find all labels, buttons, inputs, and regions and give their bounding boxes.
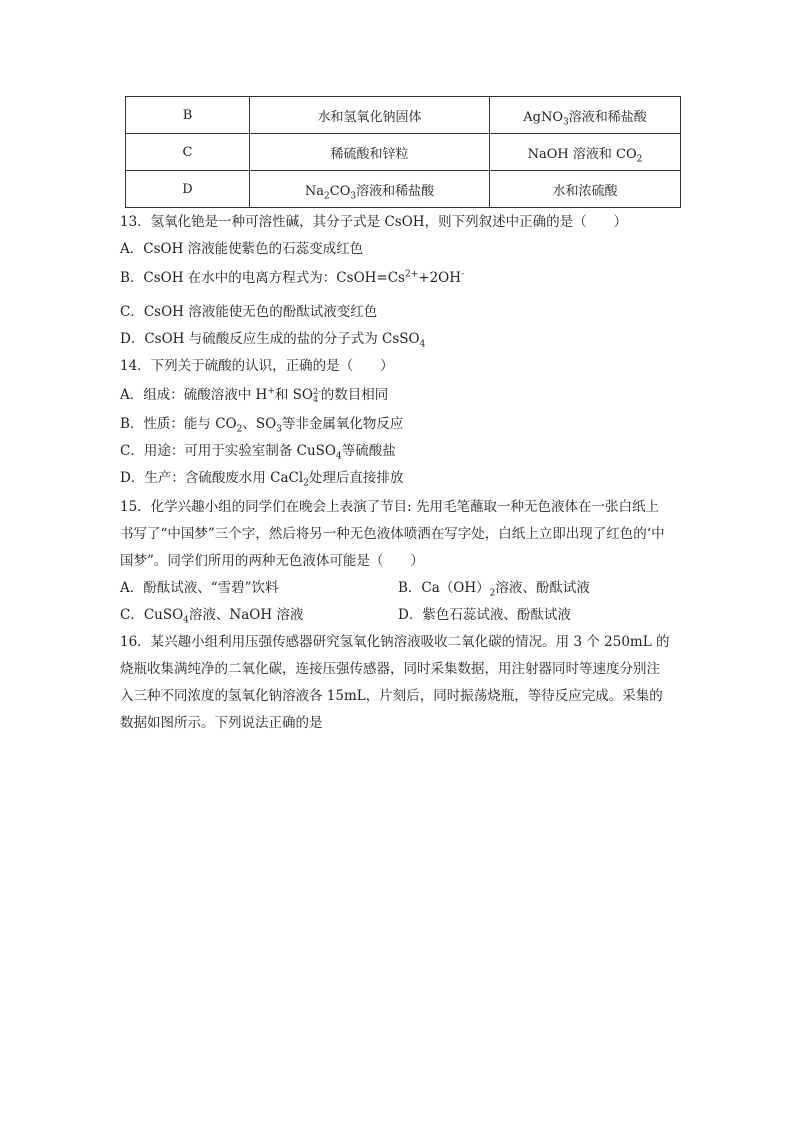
- reagent-cell: NaOH 溶液和 $CO_2$: [490, 134, 681, 171]
- q16-stem-line3: 入三种不同浓度的氢氧化钠溶液各 15mL，片刻后，同时振荡烧瓶，等待反应完成。采集的: [120, 688, 663, 704]
- q13-stem: 13．氢氧化铯是一种可溶性碱，其分子式是 CsOH，则下列叙述中正确的是（ ）: [120, 214, 628, 230]
- row-label: B: [126, 97, 250, 134]
- q13-option-a: A．CsOH 溶液能使紫色的石蕊变成红色: [120, 241, 364, 257]
- reagent-cell: 水和氢氧化钠固体: [250, 97, 490, 134]
- row-label: C: [126, 134, 250, 171]
- q14-option-b: B．性质：能与 $CO_2$、$SO_3$等非金属氧化物反应: [120, 416, 404, 435]
- table-row: [126, 97, 681, 134]
- q14-stem: 14．下列关于硫酸的认识，正确的是（ ）: [120, 358, 394, 374]
- q14-option-a: A．组成：硫酸溶液中 H+和 SO 2- 4 的数目相同: [120, 386, 389, 404]
- q15-stem-line1: 15．化学兴趣小组的同学们在晚会上表演了节目: 先用毛笔蘸取一种无色液体在一张白纸上: [120, 499, 660, 515]
- reagent-cell: AgNO$_3$溶液和稀盐酸: [490, 97, 681, 134]
- reagent-cell: 稀硫酸和锌粒: [250, 134, 490, 171]
- q13-option-d: D．CsOH 与硫酸反应生成的盐的分子式为 CsSO$_4$: [120, 331, 426, 350]
- q16-stem-line4: 数据如图所示。下列说法正确的是: [120, 715, 323, 731]
- q15-stem-line3: 国梦”。同学们所用的两种无色液体可能是（ ）: [120, 553, 424, 569]
- q14-option-d: D．生产：含硫酸废水用 CaCl$_2$处理后直接排放: [120, 470, 404, 489]
- reagent-cell: $Na_2CO_3$溶液和稀盐酸: [250, 171, 490, 208]
- q15-option-c: C．CuSO$_4$溶液、NaOH 溶液: [120, 607, 304, 626]
- row-label: D: [126, 171, 250, 208]
- q16-stem-line1: 16．某兴趣小组利用压强传感器研究氢氧化钠溶液吸收二氧化碳的情况。用 3 个 250mL 的: [120, 634, 670, 650]
- q16-stem-line2: 烧瓶收集满纯净的二氧化碳，连接压强传感器，同时采集数据，用注射器同时等速度分别注: [120, 661, 660, 677]
- table-row: [126, 134, 681, 171]
- q15-option-b: B．$Ca(OH)_2$溶液、酚酞试液: [398, 580, 590, 599]
- q14-option-c: C．用途：可用于实验室制备 CuSO$_4$等硫酸盐: [120, 443, 396, 462]
- reagent-cell: 水和浓硫酸: [490, 171, 681, 208]
- q15-option-d: D．紫色石蕊试液、酚酞试液: [398, 607, 571, 623]
- q15-option-a: A．酚酞试液、“雪碧”饮料: [120, 580, 279, 596]
- options-table: [125, 96, 681, 208]
- q13-option-b: B．CsOH 在水中的电离方程式为：$CsOH=Cs^{2+}+2OH^-$: [120, 269, 465, 286]
- q13-option-c: C．CsOH 溶液能使无色的酚酞试液变红色: [120, 304, 378, 320]
- q15-stem-line2: 书写了“中国梦”三个字，然后将另一种无色液体喷洒在写字处，白纸上立即出现了红色的‘中: [120, 526, 665, 542]
- table-row: [126, 171, 681, 208]
